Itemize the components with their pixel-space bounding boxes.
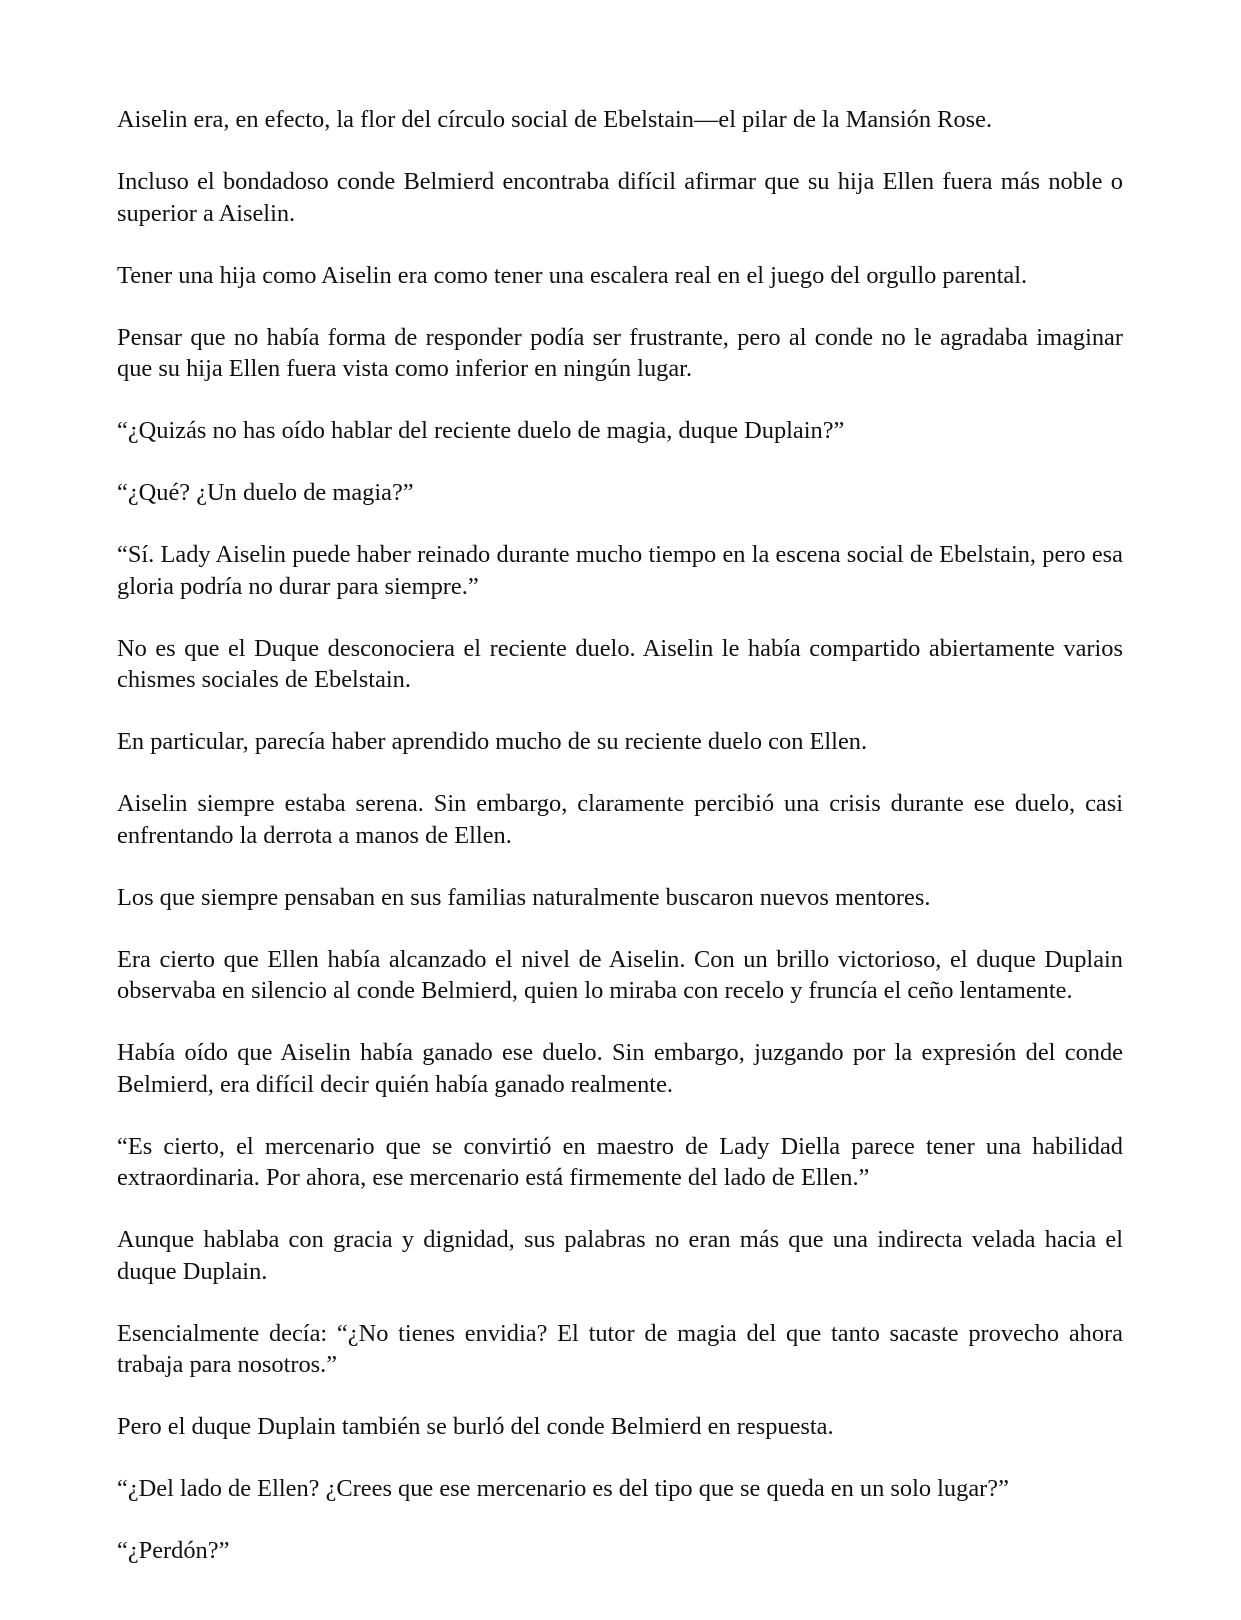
paragraph: Tener una hija como Aiselin era como tener una escalera real en el juego del orgullo parental. [117,261,1028,289]
paragraph: “¿Del lado de Ellen? ¿Crees que ese mercenario es del tipo que se queda en un solo lugar?” [117,1475,1009,1502]
paragraph: Pero el duque Duplain también se burló del conde Belmierd en respuesta. [117,1413,834,1440]
paragraph: En particular, parecía haber aprendido mucho de su reciente duelo con Ellen. [117,728,868,755]
paragraph: Esencialmente decía: “¿No tienes envidia? El tutor de magia del que tanto sacaste provecho ahora trabaja para nosotros.” [117,1319,1123,1378]
paragraph: “¿Quizás no has oído hablar del reciente duelo de magia, duque Duplain?” [117,417,845,444]
document-page [117,104,1123,1567]
paragraph: Los que siempre pensaban en sus familias naturalmente buscaron nuevos mentores. [117,883,931,911]
paragraph: “Sí. Lady Aiselin puede haber reinado durante mucho tiempo en la escena social de Ebelstain, pero esa gloria podría no durar para siempre.” [117,541,1123,600]
paragraph: Había oído que Aiselin había ganado ese duelo. Sin embargo, juzgando por la expresión del conde Belmierd, era difícil decir quién había ganado realmente. [117,1039,1123,1098]
paragraph: Aiselin era, en efecto, la flor del círculo social de Ebelstain—el pilar de la Mansión Rose. [117,106,993,133]
paragraph: Pensar que no había forma de responder podía ser frustrante, pero al conde no le agradaba imaginar que su hija Ellen fuera vista como inferior en ningún lugar. [117,323,1123,382]
paragraph: Era cierto que Ellen había alcanzado el nivel de Aiselin. Con un brillo victorioso, el duque Duplain observaba en silencio al conde Belmierd, quien lo miraba con recelo y fruncía el ceño lentamente. [117,945,1123,1004]
paragraph: No es que el Duque desconociera el reciente duelo. Aiselin le había compartido abiertamente varios chismes sociales de Ebelstain. [117,634,1123,693]
paragraph: Incluso el bondadoso conde Belmierd encontraba difícil afirmar que su hija Ellen fuera más noble o superior a Aiselin. [117,168,1123,227]
paragraph: “¿Qué? ¿Un duelo de magia?” [117,479,414,506]
paragraph: “Es cierto, el mercenario que se convirtió en maestro de Lady Diella parece tener una habilidad extraordinaria. Por ahora, ese mercenario está firmemente del lado de Ellen.” [117,1132,1123,1191]
paragraph: Aunque hablaba con gracia y dignidad, sus palabras no eran más que una indirecta velada hacia el duque Duplain. [117,1226,1123,1285]
paragraph: Aiselin siempre estaba serena. Sin embargo, claramente percibió una crisis durante ese duelo, casi enfrentando la derrota a manos de Ellen. [117,790,1123,849]
paragraph: “¿Perdón?” [117,1537,230,1564]
